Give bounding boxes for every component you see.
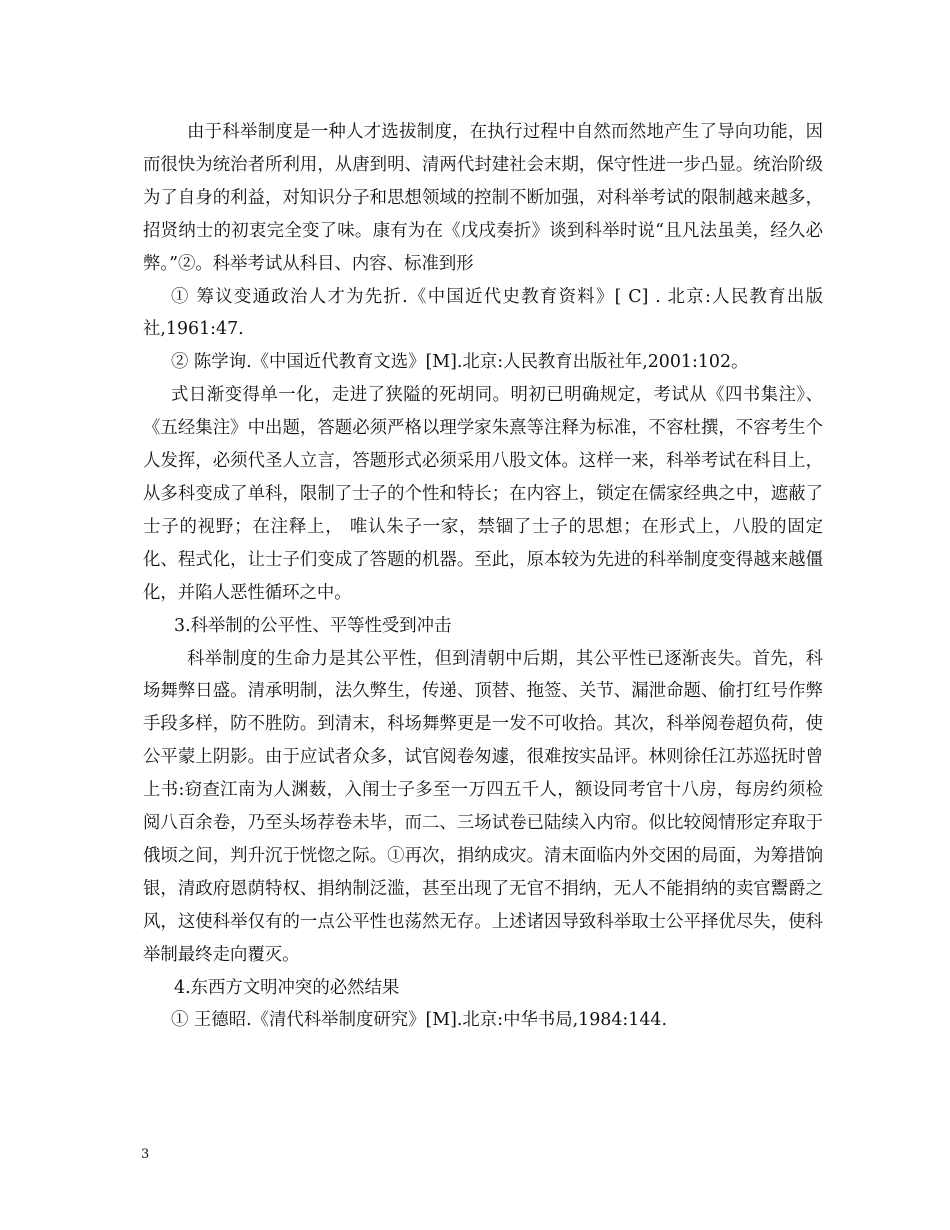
- footnote: ① 筹议变通政治人才为先折.《中国近代史教育资料》[ C] . 北京:人民教育出版社,1961:47.: [143, 286, 823, 340]
- body-paragraph: 科举制度的生命力是其公平性，但到清朝中后期，其公平性已逐渐丧失。首先，科场舞弊日盛。清承明制，法久弊生，传递、顶替、拖签、关节、漏泄命题、偷打红号作弊手段多样，防不胜防。到清末，科场舞弊更是一发不可收拾。其次，科举阅卷超负荷，使公平蒙上阴影。由于应试者众多，试官阅卷匆遽，很难按实品评。林则徐任江苏巡抚时曾上书:窃查江南为人渊薮，入闱士子多至一万四五千人，额设同考官十八房，每房约须检阅八百余卷，乃至头场荐卷未毕，而二、三场试卷已陆续入内帘。似比较阅情形定弃取于俄顷之间，判升沉于恍惚之际。①再次，捐纳成灾。清末面临内外交困的局面，为筹措饷银，清政府恩荫特权、捐纳制泛滥，甚至出现了无官不捐纳，无人不能捐纳的卖官鬻爵之风，这使科举仅有的一点公平性也荡然无存。上述诸因导致科举取士公平择优尽失，使科举制最终走向覆灭。: [143, 648, 823, 965]
- section-heading: 4.东西方文明冲突的必然结果: [174, 977, 400, 998]
- document-body: [143, 116, 823, 1037]
- footnote: ② 陈学询.《中国近代教育文选》[M].北京:人民教育出版社年,2001:102。: [171, 352, 749, 373]
- body-paragraph: 由于科举制度是一种人才选拔制度，在执行过程中自然而然地产生了导向功能，因而很快为统治者所利用，从唐到明、清两代封建社会末期，保守性进一步凸显。统治阶级为了自身的利益，对知识分子和思想领域的控制不断加强，对科举考试的限制越来越多， 招贤纳士的初衷完全变了味。康有为在《戊戌奏折》谈到科举时说“且凡法虽美，经久必弊。”②。科举考试从科目、内容、标准到形: [143, 122, 823, 274]
- section-heading: 3.科举制的公平性、平等性受到冲击: [174, 615, 452, 636]
- body-paragraph: 式日渐变得单一化，走进了狭隘的死胡同。明初已明确规定，考试从《四书集注》、《五经集注》中出题，答题必须严格以理学家朱熹等注释为标准，不容杜撰，不容考生个人发挥，必须代圣人立言，答题形式必须采用八股文体。这样一来，科举考试在科目上，从多科变成了单科，限制了士子的个性和特长；在内容上，锁定在儒家经典之中，遮蔽了士子的视野；在注释上， 唯认朱子一家，禁锢了士子的思想；在形式上，八股的固定化、程式化，让士子们变成了答题的机器。至此，原本较为先进的科举制度变得越来越僵化，并陷人恶性循环之中。: [143, 385, 823, 603]
- page-number: 3: [141, 1147, 150, 1162]
- footnote: ① 王德昭.《清代科举制度研究》[M].北京:中华书局,1984:144.: [171, 1010, 668, 1031]
